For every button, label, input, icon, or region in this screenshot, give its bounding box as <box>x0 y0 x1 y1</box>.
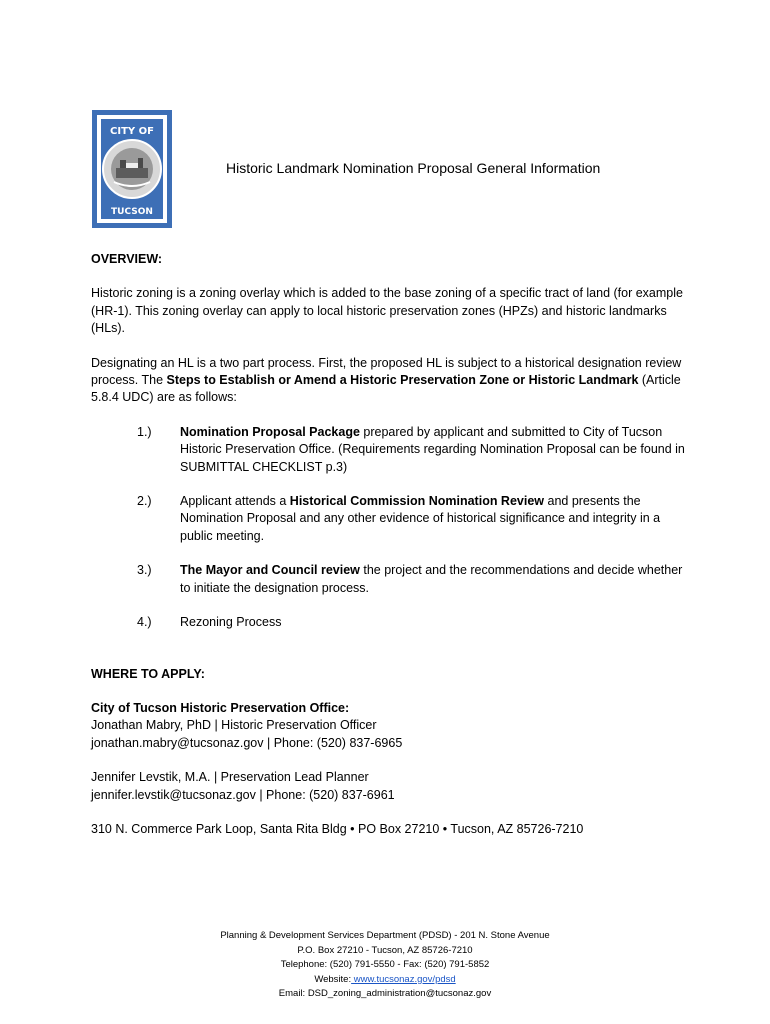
office-address: 310 N. Commerce Park Loop, Santa Rita Bldg • PO Box 27210 • Tucson, AZ 85726-7210 <box>91 821 584 836</box>
step-text: The Mayor and Council review the project and the recommendations and decide whether to initiate the designation process. <box>180 563 683 595</box>
where-to-apply-heading: WHERE TO APPLY: <box>91 666 205 681</box>
page-footer <box>0 929 770 1002</box>
step-text: Nomination Proposal Package prepared by applicant and submitted to City of Tucson Historic Preservation Office. (Requirements regarding Nomination Proposal can be found in SUBMITTAL CHECKLIST p.3) <box>180 424 685 474</box>
overview-heading: OVERVIEW: <box>91 252 163 266</box>
city-of-tucson-seal-icon <box>92 110 172 228</box>
contact-1-info: jonathan.mabry@tucsonaz.gov | Phone: (520) 837-6965 <box>91 735 403 750</box>
page-title: Historic Landmark Nomination Proposal General Information <box>226 160 601 176</box>
list-item <box>91 562 686 597</box>
step-number: 4.) <box>137 615 152 630</box>
footer-po-box: P.O. Box 27210 - Tucson, AZ 85726-7210 <box>297 944 473 956</box>
overview-paragraph: Historic zoning is a zoning overlay which is added to the base zoning of a specific tract of land (for example (HR-1). This zoning overlay can apply to local historic preservation zones (HPZs) and historic landmarks (HLs). <box>91 286 683 336</box>
svg-text:TUCSON: TUCSON <box>111 207 153 217</box>
steps-reference: Steps to Establish or Amend a Historic Preservation Zone or Historic Landmark <box>166 373 639 388</box>
list-item <box>91 614 686 631</box>
contact-2-info: jennifer.levstik@tucsonaz.gov | Phone: (520) 837-6961 <box>91 787 395 802</box>
office-name: City of Tucson Historic Preservation Office: <box>91 700 350 715</box>
step-text: Rezoning Process <box>180 615 282 630</box>
list-item <box>91 424 686 476</box>
svg-text:CITY OF: CITY OF <box>110 126 154 137</box>
contact-2-name: Jennifer Levstik, M.A. | Preservation Lead Planner <box>91 770 369 785</box>
process-paragraph: Designating an HL is a two part process. First, the proposed HL is subject to a historical designation review process. The Steps to Establish or Amend a Historic Preservation Zone or Historic Landmark (Article 5.8.4 UDC) are as follows: <box>91 355 682 405</box>
document-body <box>91 251 686 838</box>
website-link[interactable]: www.tucsonaz.gov/pdsd <box>351 973 456 985</box>
footer-department: Planning & Development Services Department (PDSD) - 201 N. Stone Avenue <box>220 930 550 941</box>
city-of-tucson-logo <box>92 110 172 228</box>
footer-email: Email: DSD_zoning_administration@tucsonaz.gov <box>278 988 492 1000</box>
step-number: 1.) <box>137 424 152 439</box>
footer-phone: Telephone: (520) 791-5550 - Fax: (520) 791-5852 <box>280 959 490 971</box>
contact-1-name: Jonathan Mabry, PhD | Historic Preservation Officer <box>91 718 377 733</box>
steps-list <box>91 424 686 632</box>
step-number: 2.) <box>137 494 152 509</box>
step-number: 3.) <box>137 563 152 578</box>
step-text: Applicant attends a Historical Commission Nomination Review and presents the Nomination Proposal and any other evidence of historical significance and integrity in a public meeting. <box>180 494 661 543</box>
footer-website: Website: www.tucsonaz.gov/pdsd <box>314 973 456 985</box>
list-item <box>91 493 686 545</box>
